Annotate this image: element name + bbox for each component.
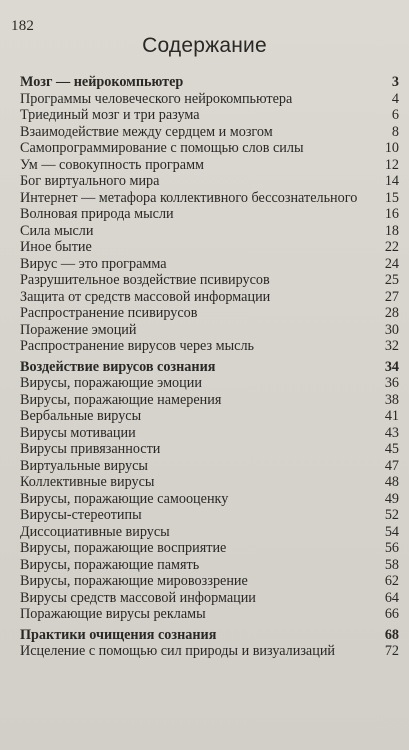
toc-row xyxy=(20,157,399,174)
toc-section-title: Воздействие вирусов сознания xyxy=(20,358,216,375)
toc-row xyxy=(20,289,399,306)
toc-page-number: 68 xyxy=(384,626,399,643)
toc-page-number: 15 xyxy=(384,189,399,206)
toc-row xyxy=(20,590,399,607)
toc-row xyxy=(20,507,399,524)
toc-row xyxy=(20,272,399,289)
toc-page-number: 36 xyxy=(384,375,399,391)
toc-page-number: 25 xyxy=(384,272,399,288)
toc-entry-title: Диссоциативные вирусы xyxy=(20,523,170,540)
toc-page-number: 24 xyxy=(384,255,399,272)
toc-entry-title: Виртуальные вирусы xyxy=(20,457,148,474)
toc-entry-title: Иное бытие xyxy=(20,239,92,255)
toc-entry-title: Поражающие вирусы рекламы xyxy=(20,606,206,622)
toc-row xyxy=(20,107,399,124)
toc-page-number: 72 xyxy=(384,643,399,659)
toc-row xyxy=(20,322,399,339)
toc-section-row xyxy=(20,359,399,376)
toc-entry-title: Программы человеческого нейрокомпьютера xyxy=(20,90,293,107)
toc-section-row xyxy=(20,74,399,91)
toc-page-number: 10 xyxy=(384,140,399,156)
toc-row xyxy=(20,338,399,355)
toc-page-number: 66 xyxy=(384,606,399,622)
toc-entry-title: Вирусы, поражающие восприятие xyxy=(20,540,227,556)
toc-row xyxy=(20,557,399,574)
toc-entry-title: Вирусы мотивации xyxy=(20,424,136,441)
toc-page-number: 8 xyxy=(391,123,399,140)
toc-page-number: 34 xyxy=(384,358,399,375)
toc-entry-title: Вирус — это программа xyxy=(20,255,167,272)
toc-entry-title: Защита от средств массовой информации xyxy=(20,288,271,305)
toc-page-number: 12 xyxy=(384,156,399,173)
toc-row xyxy=(20,124,399,141)
toc-entry-title: Распространение вирусов через мысль xyxy=(20,338,255,354)
toc-page-number: 14 xyxy=(384,173,399,189)
toc-row xyxy=(20,392,399,409)
toc-row xyxy=(20,239,399,256)
toc-entry-title: Взаимодействие между сердцем и мозгом xyxy=(20,123,273,140)
toc-entry-title: Распространение псивирусов xyxy=(20,305,198,321)
toc-row xyxy=(20,206,399,223)
toc-page-number: 32 xyxy=(384,338,399,354)
toc-row xyxy=(20,223,399,240)
toc-section-title: Мозг — нейрокомпьютер xyxy=(20,74,184,90)
toc-page-number: 56 xyxy=(384,540,399,556)
toc-row xyxy=(20,173,399,190)
toc-page-number: 54 xyxy=(384,523,399,540)
toc-row xyxy=(20,425,399,442)
toc-entry-title: Вирусы-стереотипы xyxy=(20,507,142,523)
toc-page-number: 22 xyxy=(384,239,399,255)
toc-row xyxy=(20,524,399,541)
toc-entry-title: Интернет — метафора коллективного бессознательного xyxy=(20,189,358,206)
toc-page-number: 47 xyxy=(384,457,399,474)
toc-row xyxy=(20,540,399,557)
toc-row xyxy=(20,441,399,458)
toc-page-number: 6 xyxy=(391,107,399,123)
toc-page-number: 18 xyxy=(384,222,399,239)
toc-entry-title: Разрушительное воздействие псивирусов xyxy=(20,272,270,288)
toc-row xyxy=(20,573,399,590)
toc-entry-title: Вирусы, поражающие мировоззрение xyxy=(20,573,248,589)
toc-page-number: 16 xyxy=(384,206,399,222)
toc-entry-title: Коллективные вирусы xyxy=(20,474,155,490)
toc-entry-title: Бог виртуального мира xyxy=(20,173,160,189)
page-title: Содержание xyxy=(142,34,267,57)
toc-page-number: 30 xyxy=(384,321,399,338)
toc-row xyxy=(20,190,399,207)
toc-entry-title: Триединый мозг и три разума xyxy=(20,107,200,123)
toc-page-number: 49 xyxy=(384,490,399,507)
toc-entry-title: Вирусы средств массовой информации xyxy=(20,589,256,606)
toc-entry-title: Ум — совокупность программ xyxy=(20,156,205,173)
toc-page-number: 52 xyxy=(384,507,399,523)
toc-page-number: 3 xyxy=(391,74,399,90)
toc-entry-title: Поражение эмоций xyxy=(20,321,137,338)
toc-entry-title: Вербальные вирусы xyxy=(20,408,142,424)
toc-row xyxy=(20,491,399,508)
toc-page-number: 45 xyxy=(384,441,399,457)
toc-entry-title: Вирусы, поражающие намерения xyxy=(20,391,222,408)
toc-page-number: 4 xyxy=(391,90,399,107)
toc-entry-title: Вирусы, поражающие эмоции xyxy=(20,375,202,391)
table-of-contents xyxy=(20,74,399,660)
toc-section-title: Практики очищения сознания xyxy=(20,626,217,643)
toc-entry-title: Сила мысли xyxy=(20,222,94,239)
toc-page-number: 48 xyxy=(384,474,399,490)
toc-page-number: 62 xyxy=(384,573,399,589)
toc-entry-title: Вирусы, поражающие память xyxy=(20,556,200,573)
toc-entry-title: Волновая природа мысли xyxy=(20,206,174,222)
toc-row xyxy=(20,408,399,425)
toc-entry-title: Вирусы привязанности xyxy=(20,441,161,457)
toc-page-number: 43 xyxy=(384,424,399,441)
toc-page-number: 38 xyxy=(384,391,399,408)
toc-page-number: 64 xyxy=(384,589,399,606)
toc-section-row xyxy=(20,627,399,644)
toc-row xyxy=(20,91,399,108)
toc-entry-title: Исцеление с помощью сил природы и визуализаций xyxy=(20,643,335,659)
toc-row xyxy=(20,474,399,491)
toc-row xyxy=(20,140,399,157)
page-number: 182 xyxy=(11,18,35,34)
toc-row xyxy=(20,643,399,660)
toc-row xyxy=(20,606,399,623)
toc-row xyxy=(20,256,399,273)
toc-row xyxy=(20,305,399,322)
toc-row xyxy=(20,375,399,392)
toc-page-number: 27 xyxy=(384,288,399,305)
toc-page-number: 58 xyxy=(384,556,399,573)
toc-row xyxy=(20,458,399,475)
toc-page-number: 41 xyxy=(384,408,399,424)
toc-page-number: 28 xyxy=(384,305,399,321)
toc-entry-title: Вирусы, поражающие самооценку xyxy=(20,490,229,507)
toc-entry-title: Самопрограммирование с помощью слов силы xyxy=(20,140,304,156)
